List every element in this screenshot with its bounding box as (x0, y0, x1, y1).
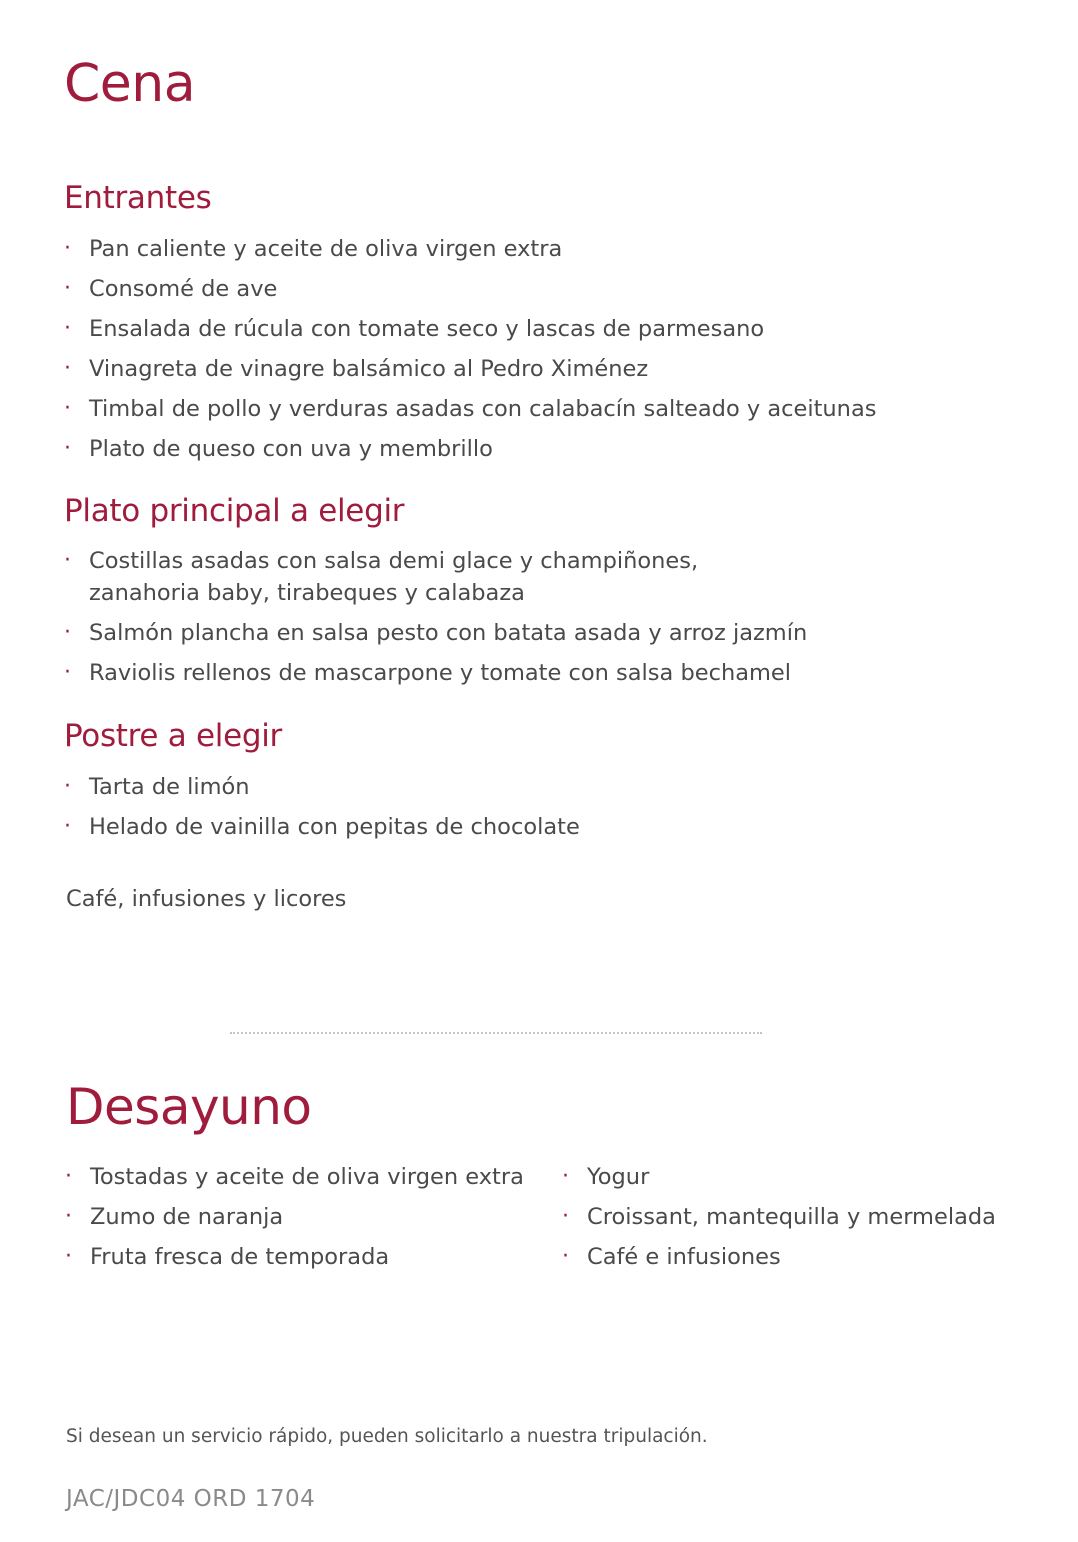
desayuno-title: Desayuno (66, 1078, 312, 1136)
dotted-divider (230, 1032, 762, 1034)
list-item: · Yogur (562, 1161, 996, 1193)
principal-heading: Plato principal a elegir (64, 493, 405, 529)
desayuno-list-left (65, 1161, 524, 1281)
list-item: · Plato de queso con uva y membrillo (64, 433, 876, 465)
principal-list (64, 545, 807, 697)
entrantes-heading: Entrantes (64, 180, 212, 216)
menu-code: JAC/JDC04 ORD 1704 (66, 1486, 316, 1512)
list-item: · Ensalada de rúcula con tomate seco y lascas de parmesano (64, 313, 876, 345)
list-item: · Salmón plancha en salsa pesto con batata asada y arroz jazmín (64, 617, 807, 649)
list-item: · Consomé de ave (64, 273, 876, 305)
list-item (64, 545, 807, 609)
service-note: Si desean un servicio rápido, pueden solicitarlo a nuestra tripulación. (66, 1426, 708, 1447)
list-item: · Croissant, mantequilla y mermelada (562, 1201, 996, 1233)
list-item: · Timbal de pollo y verduras asadas con calabacín salteado y aceitunas (64, 393, 876, 425)
postre-heading: Postre a elegir (64, 718, 282, 754)
cafe-line: Café, infusiones y licores (66, 886, 347, 912)
entrantes-list (64, 233, 876, 473)
list-item: · Fruta fresca de temporada (65, 1241, 524, 1273)
list-item-line: Costillas asadas con salsa demi glace y champiñones, (89, 548, 699, 574)
list-item: · Helado de vainilla con pepitas de chocolate (64, 811, 580, 843)
list-item: · Pan caliente y aceite de oliva virgen extra (64, 233, 876, 265)
list-item: · Raviolis rellenos de mascarpone y tomate con salsa bechamel (64, 657, 807, 689)
list-item: · Tostadas y aceite de oliva virgen extra (65, 1161, 524, 1193)
cena-title: Cena (64, 54, 196, 114)
list-item: · Zumo de naranja (65, 1201, 524, 1233)
list-item: · Vinagreta de vinagre balsámico al Pedro Ximénez (64, 353, 876, 385)
postre-list (64, 771, 580, 851)
list-item: · Tarta de limón (64, 771, 580, 803)
desayuno-list-right (562, 1161, 996, 1281)
list-item: · Café e infusiones (562, 1241, 996, 1273)
list-item-line: zanahoria baby, tirabeques y calabaza (89, 580, 525, 606)
